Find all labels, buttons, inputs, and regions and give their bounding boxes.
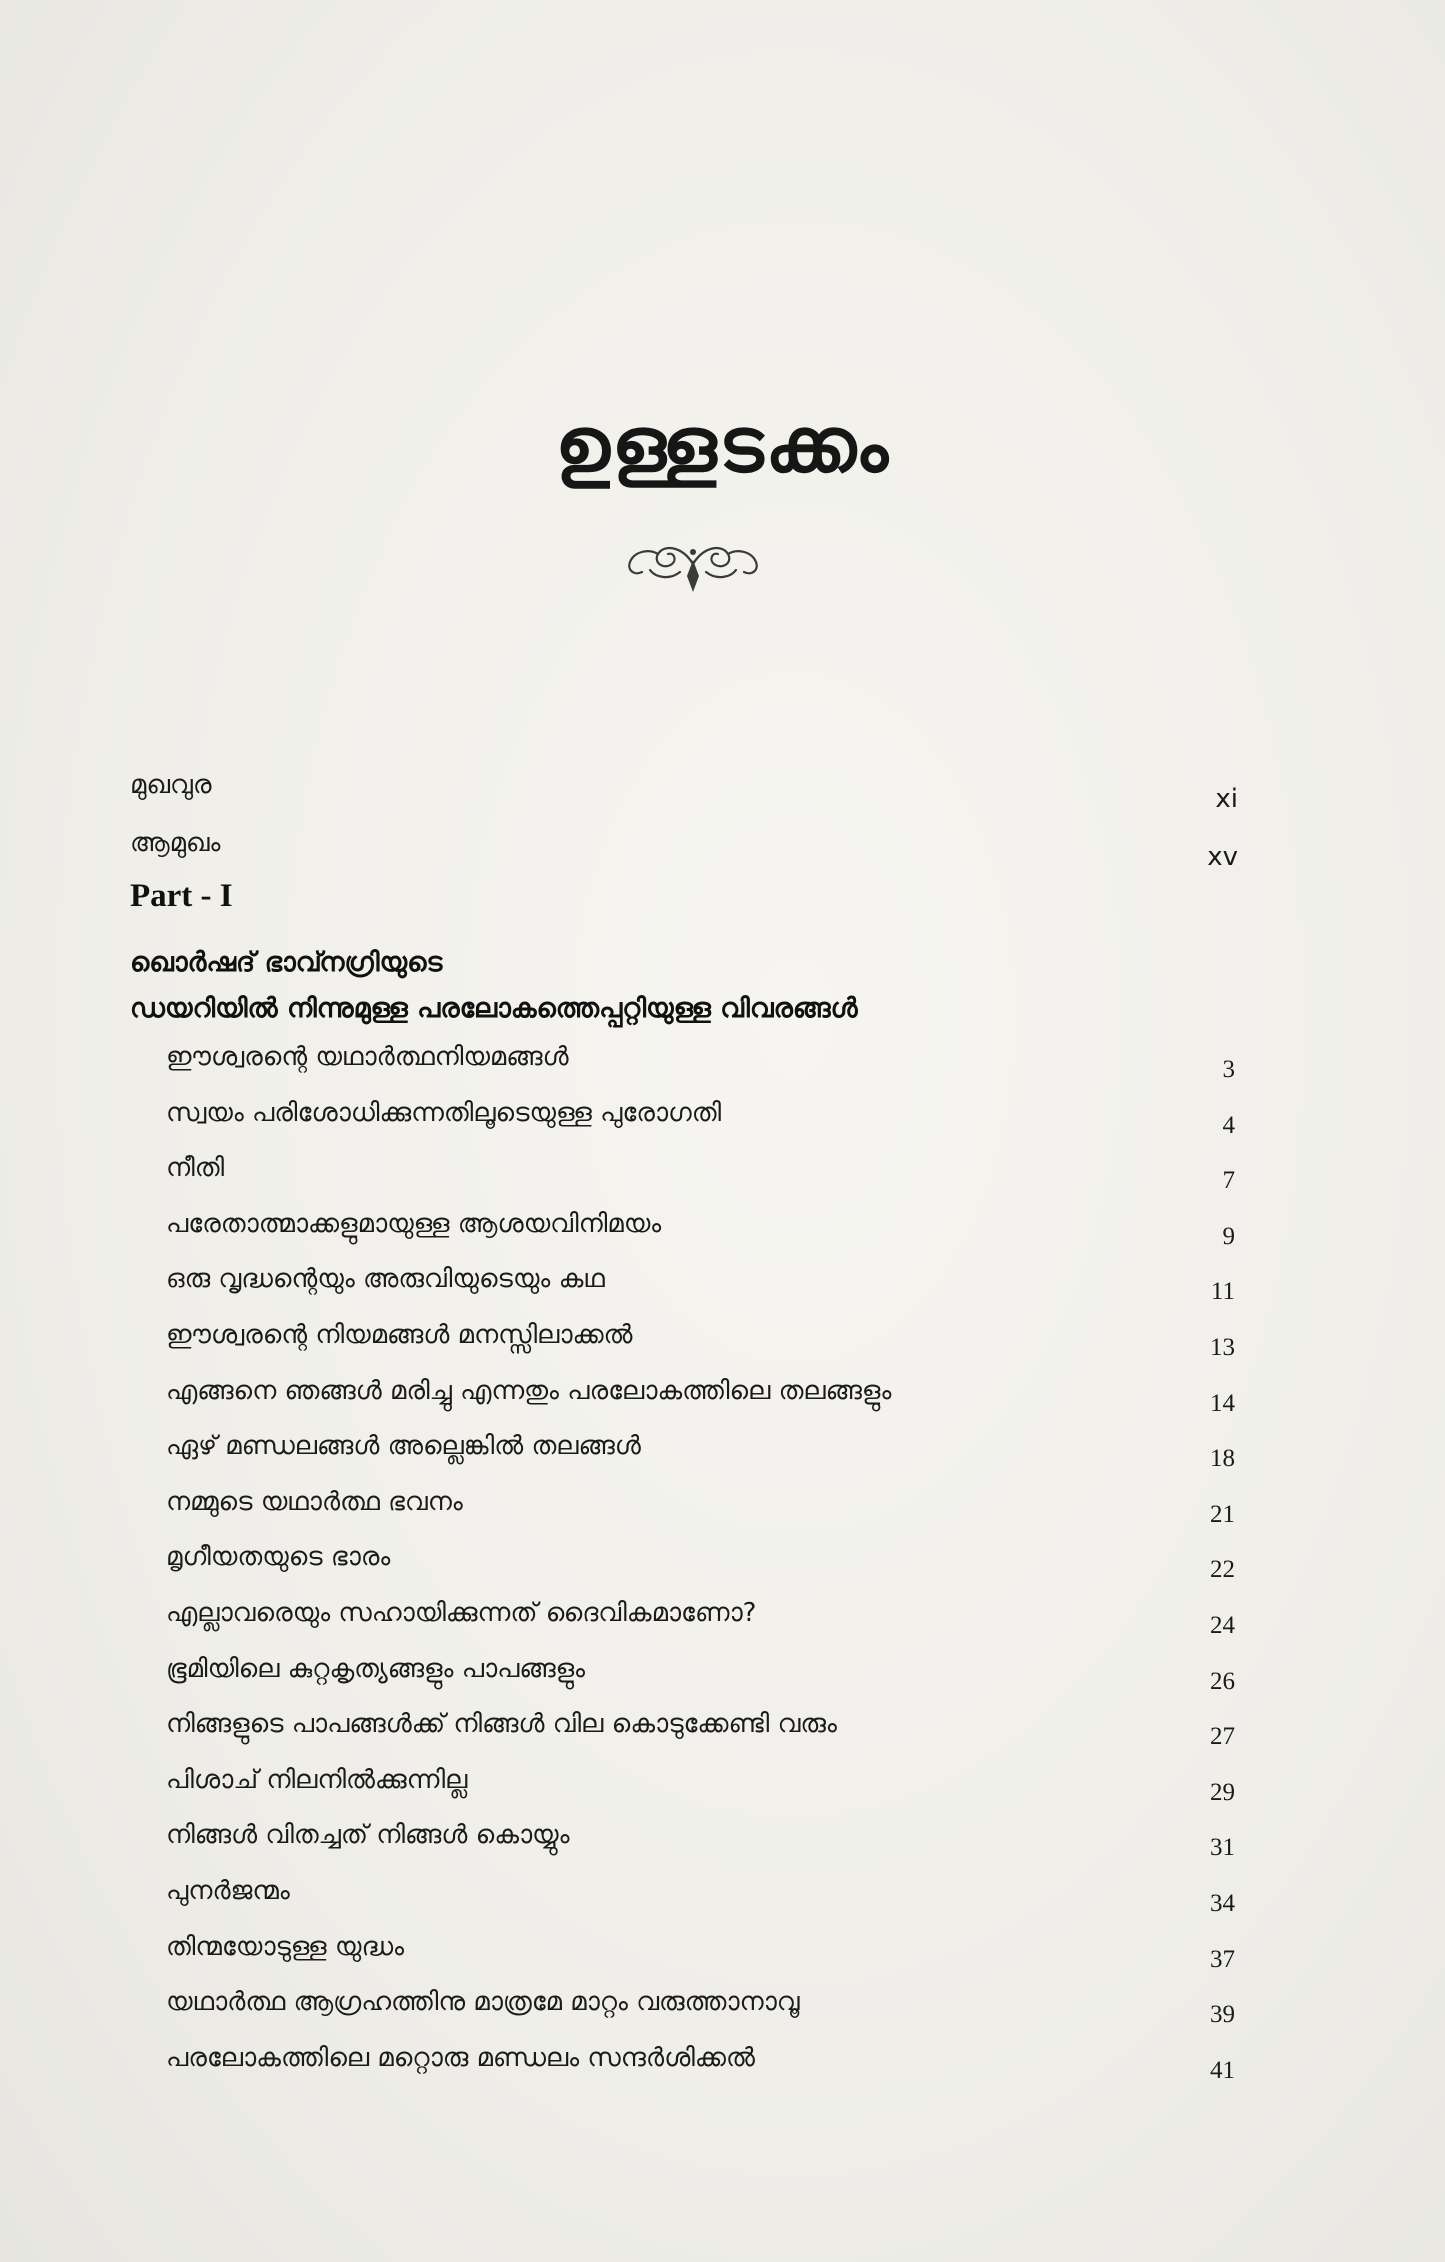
toc-entry[interactable]	[0, 1487, 1445, 1537]
toc-entry-label: യഥാർത്ഥ ആഗ്രഹത്തിനു മാത്രമേ മാറ്റം വരുത്താനാവൂ	[166, 1987, 800, 2018]
toc-entry[interactable]	[0, 1765, 1445, 1815]
toc-entry-page: 14	[1210, 1389, 1235, 1417]
toc-entry-page: 7	[1222, 1167, 1235, 1195]
toc-entry[interactable]	[0, 1876, 1445, 1926]
toc-entry[interactable]	[0, 1209, 1445, 1259]
toc-entry-label: നമ്മുടെ യഥാർത്ഥ ഭവനം	[166, 1486, 463, 1517]
toc-entry[interactable]	[0, 1376, 1445, 1426]
toc-entry-page: 13	[1210, 1334, 1235, 1361]
toc-entry-label: ആമുഖം	[130, 828, 221, 858]
part-label: Part - I	[130, 878, 233, 914]
toc-entry-page: 31	[1210, 1834, 1235, 1862]
toc-entry-page: 4	[1222, 1111, 1235, 1139]
toc-entry[interactable]	[0, 1542, 1445, 1592]
toc-entry-page: 3	[1222, 1056, 1235, 1083]
toc-entry-label: സ്വയം പരിശോധിക്കുന്നതിലൂടെയുള്ള പുരോഗതി	[166, 1097, 722, 1128]
toc-entry-page: 21	[1210, 1500, 1235, 1528]
toc-entry-page: 37	[1210, 1945, 1235, 1973]
toc-entry[interactable]	[0, 1098, 1445, 1148]
toc-entry-label: പിശാച് നിലനിൽക്കുന്നില്ല	[166, 1764, 468, 1795]
toc-entry-page: 22	[1210, 1556, 1235, 1584]
toc-entry[interactable]	[0, 1932, 1445, 1982]
toc-entry-label: പുനർജന്മം	[166, 1876, 290, 1906]
toc-entry-page: 9	[1222, 1222, 1235, 1250]
toc-entry-page: 24	[1210, 1612, 1235, 1639]
toc-entry-label: മൃഗീയതയുടെ ഭാരം	[166, 1542, 391, 1573]
toc-entry-label: ഏഴ് മണ്ഡലങ്ങൾ അല്ലെങ്കിൽ തലങ്ങൾ	[166, 1431, 641, 1462]
toc-entry-label: പരേതാത്മാക്കളുമായുള്ള ആശയവിനിമയം	[166, 1208, 662, 1239]
toc-entry[interactable]	[0, 1042, 1445, 1092]
toc-entry-label: ഭൂമിയിലെ കുറ്റകൃത്യങ്ങളും പാപങ്ങളും	[166, 1653, 586, 1684]
toc-entry-label: ഈശ്വരന്റെ നിയമങ്ങൾ മനസ്സിലാക്കൽ	[166, 1320, 633, 1350]
toc-entry-page: 26	[1210, 1667, 1235, 1695]
toc-entry-label: എല്ലാവരെയും സഹായിക്കുന്നത് ദൈവികമാണോ?	[166, 1598, 757, 1628]
toc-entry-label: നിങ്ങൾ വിതച്ചത് നിങ്ങൾ കൊയ്യും	[166, 1820, 570, 1851]
toc-entry[interactable]	[0, 1320, 1445, 1370]
toc-entry[interactable]	[0, 1431, 1445, 1481]
toc-entry-introduction[interactable]	[0, 828, 1445, 878]
toc-entry-label: മുഖവുര	[130, 770, 212, 800]
toc-entry-label: ഒരു വൃദ്ധന്റെയും അരുവിയുടെയും കഥ	[166, 1264, 605, 1295]
section-heading-line1: ഖൊർഷദ് ഭാവ്നഗ്രിയുടെ	[130, 947, 443, 978]
toc-entry[interactable]	[0, 1709, 1445, 1759]
toc-entry-page: xi	[1215, 784, 1238, 814]
toc-entry[interactable]	[0, 2043, 1445, 2093]
toc-entry-page: 18	[1210, 1445, 1235, 1473]
toc-entry-page: 41	[1210, 2056, 1235, 2084]
toc-entry-page: xv	[1207, 842, 1238, 872]
toc-entry[interactable]	[0, 1820, 1445, 1870]
toc-entry[interactable]	[0, 1598, 1445, 1648]
toc-entry-page: 27	[1210, 1723, 1235, 1751]
toc-entry[interactable]	[0, 1264, 1445, 1314]
toc-entry-label: എങ്ങനെ ഞങ്ങൾ മരിച്ചു എന്നതും പരലോകത്തിലെ തലങ്ങളും	[166, 1375, 892, 1406]
toc-entry-label: നിങ്ങളുടെ പാപങ്ങൾക്ക് നിങ്ങൾ വില കൊടുക്കേണ്ടി വരും	[166, 1709, 837, 1740]
toc-entry-page: 11	[1210, 1278, 1235, 1306]
toc-entry[interactable]	[0, 1153, 1445, 1203]
toc-entry-page: 29	[1210, 1778, 1235, 1806]
toc-entry-label: ഈശ്വരന്റെ യഥാർത്ഥനിയമങ്ങൾ	[166, 1042, 569, 1072]
section-heading-line2: ഡയറിയിൽ നിന്നുമുള്ള പരലോകത്തെപ്പറ്റിയുള്ള വിവരങ്ങൾ	[130, 993, 858, 1024]
toc-entry-page: 34	[1210, 1890, 1235, 1917]
page-title: ഉള്ളടക്കം	[555, 400, 890, 489]
ornament-flourish-icon	[620, 530, 766, 596]
toc-entry[interactable]	[0, 1654, 1445, 1704]
toc-entry-label: തിന്മയോടുള്ള യുദ്ധം	[166, 1931, 405, 1962]
toc-entry-label: പരലോകത്തിലെ മറ്റൊരു മണ്ഡലം സന്ദർശിക്കൽ	[166, 2042, 755, 2073]
toc-entry[interactable]	[0, 1987, 1445, 2037]
toc-entry-page: 39	[1210, 2001, 1235, 2029]
toc-entry-preface[interactable]	[0, 770, 1445, 820]
section-heading	[130, 940, 858, 1032]
toc-entry-label: നീതി	[166, 1153, 225, 1184]
